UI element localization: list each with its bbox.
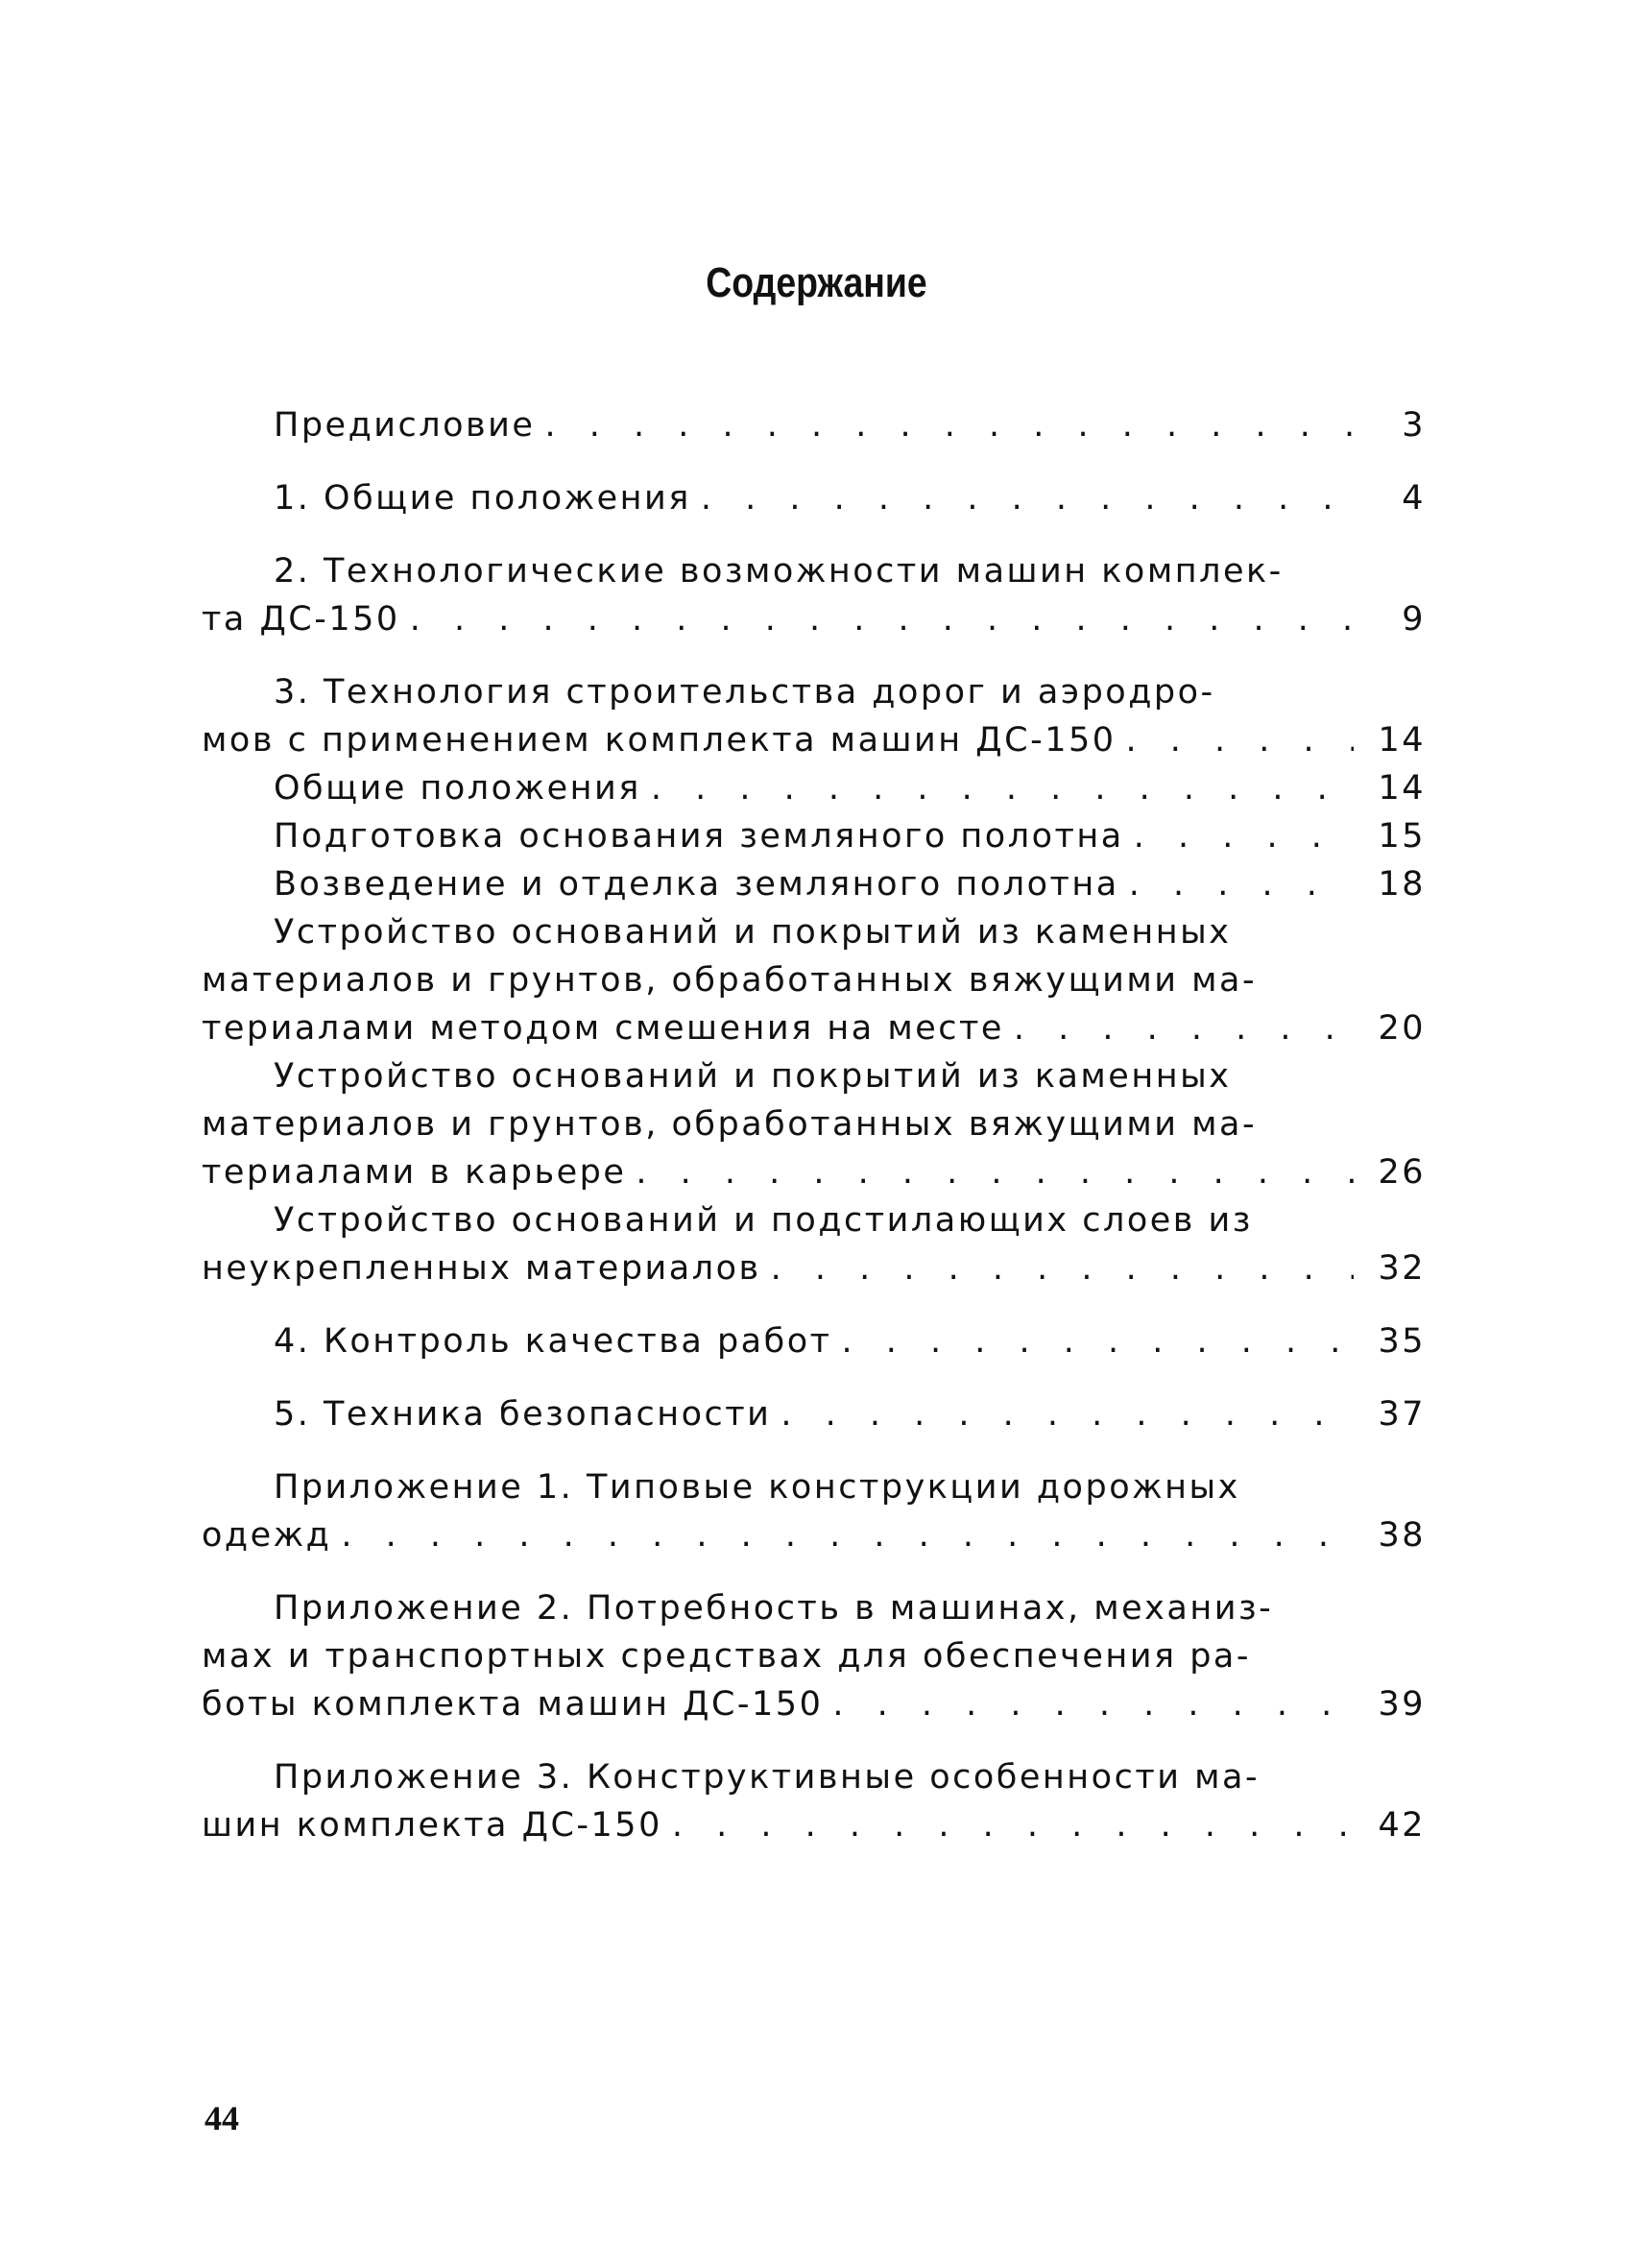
dot-leader — [832, 1680, 1354, 1728]
toc-entry-text: та ДС-150 — [202, 600, 400, 639]
dot-leader — [771, 1244, 1354, 1292]
toc-entry-text: мов с применением комплекта машин ДС-150 — [202, 721, 1117, 760]
toc-entry-section-3[interactable] — [202, 668, 1426, 764]
toc-entry-text: 2. Технологические возможности машин комплек- — [274, 552, 1284, 591]
toc-entry-text: Общие положения — [274, 769, 641, 808]
toc-entry-text: териалами в карьере — [202, 1153, 627, 1192]
table-of-contents — [202, 401, 1426, 1849]
toc-page-number: 15 — [1378, 817, 1426, 856]
toc-entry-text: Устройство оснований и подстилающих слоев из — [274, 1201, 1253, 1240]
toc-entry-text: Приложение 3. Конструктивные особенности ма- — [274, 1758, 1261, 1797]
toc-page-number: 42 — [1378, 1806, 1426, 1845]
toc-page-number: 39 — [1378, 1685, 1426, 1724]
toc-page-number: 32 — [1378, 1249, 1426, 1288]
toc-entry-text: материалов и грунтов, обработанных вяжущими ма- — [202, 961, 1258, 1000]
dot-leader — [651, 764, 1354, 812]
dot-leader — [636, 1148, 1354, 1196]
dot-leader — [1129, 860, 1354, 908]
page-number: 44 — [204, 2099, 239, 2137]
toc-page-number: 9 — [1402, 600, 1426, 639]
toc-entry-appendix-2[interactable] — [202, 1584, 1426, 1728]
dot-leader — [842, 1317, 1355, 1365]
page-title: Содержание — [706, 259, 927, 306]
toc-entry-text: Подготовка основания земляного полотна — [274, 817, 1124, 856]
toc-entry-appendix-1[interactable] — [202, 1463, 1426, 1559]
toc-page-number: 26 — [1378, 1153, 1426, 1192]
toc-entry-subsection[interactable] — [202, 860, 1426, 908]
toc-entry-text: одежд — [202, 1516, 332, 1555]
toc-page-number: 35 — [1378, 1322, 1426, 1361]
toc-entry-section-5[interactable] — [202, 1390, 1426, 1438]
toc-entry-text: Приложение 2. Потребность в машинах, механиз- — [274, 1589, 1274, 1628]
dot-leader — [544, 401, 1354, 449]
toc-entry-text: 1. Общие положения — [274, 479, 691, 518]
dot-leader — [1014, 1004, 1354, 1052]
toc-entry-subsection[interactable] — [202, 764, 1426, 812]
dot-leader — [780, 1390, 1354, 1438]
toc-page-number: 38 — [1378, 1516, 1426, 1555]
dot-leader — [341, 1511, 1354, 1559]
dot-leader — [672, 1801, 1354, 1849]
toc-entry-text: мах и транспортных средствах для обеспечения ра- — [202, 1637, 1251, 1676]
toc-entry-text: 3. Технология строительства дорог и аэродро- — [274, 673, 1215, 712]
dot-leader — [1134, 812, 1354, 860]
toc-entry-text: 5. Техника безопасности — [274, 1395, 772, 1434]
toc-page-number: 14 — [1378, 721, 1426, 760]
toc-entry-subsection[interactable] — [202, 812, 1426, 860]
toc-entry-subsection[interactable] — [202, 908, 1426, 1052]
dot-leader — [1126, 716, 1354, 764]
toc-page-number: 14 — [1378, 769, 1426, 808]
toc-entry-text: Возведение и отделка земляного полотна — [274, 865, 1119, 904]
toc-page-number: 3 — [1402, 406, 1426, 445]
toc-entry-text: неукрепленных материалов — [202, 1249, 761, 1288]
dot-leader — [701, 474, 1354, 522]
toc-entry-text: боты комплекта машин ДС-150 — [202, 1685, 824, 1724]
toc-entry-subsection[interactable] — [202, 1052, 1426, 1196]
toc-entry-subsection[interactable] — [202, 1196, 1426, 1292]
toc-entry-section-1[interactable] — [202, 474, 1426, 522]
toc-entry-text: териалами методом смешения на месте — [202, 1009, 1004, 1048]
toc-entry-text: Устройство оснований и покрытий из каменных — [274, 913, 1232, 952]
toc-entry-text: материалов и грунтов, обработанных вяжущими ма- — [202, 1105, 1258, 1144]
toc-page-number: 37 — [1378, 1395, 1426, 1434]
toc-entry-text: Устройство оснований и покрытий из каменных — [274, 1057, 1232, 1096]
toc-entry-section-2[interactable] — [202, 547, 1426, 643]
toc-entry-text: шин комплекта ДС-150 — [202, 1806, 662, 1845]
toc-entry-text: Предисловие — [274, 406, 536, 445]
toc-page-number: 18 — [1378, 865, 1426, 904]
toc-entry-appendix-3[interactable] — [202, 1753, 1426, 1849]
toc-entry-text: Приложение 1. Типовые конструкции дорожных — [274, 1468, 1240, 1507]
toc-page-number: 4 — [1402, 479, 1426, 518]
dot-leader — [410, 595, 1354, 643]
toc-entry-preface[interactable] — [202, 401, 1426, 449]
toc-entry-text: 4. Контроль качества работ — [274, 1322, 832, 1361]
toc-entry-section-4[interactable] — [202, 1317, 1426, 1365]
toc-page-number: 20 — [1378, 1009, 1426, 1048]
